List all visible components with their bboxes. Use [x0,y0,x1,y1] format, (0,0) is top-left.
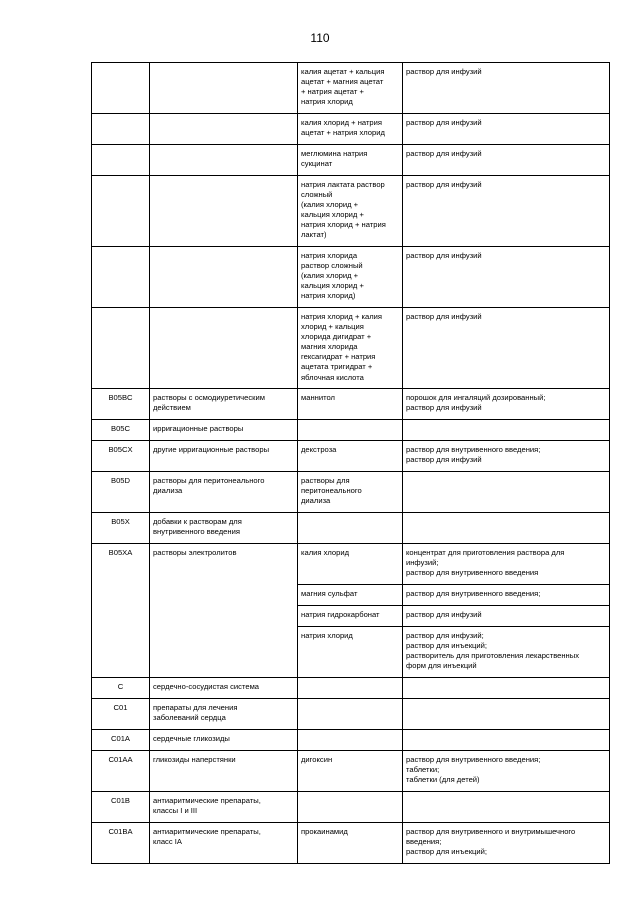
drug-name-cell [298,145,403,176]
dosage-form-cell [403,114,610,145]
dosage-form-cell [403,513,610,544]
atc-name-cell [150,513,298,544]
atc-name-cell [150,751,298,792]
dosage-form-line: раствор для внутривенного и внутримышечного [406,827,576,836]
drug-name-line: натрия хлорид + натрия [301,220,386,230]
atc-name-cell [150,441,298,472]
atc-name-line: антиаритмические препараты, [153,796,261,805]
drug-name-line: перитонеального [301,486,362,496]
atc-name-line: сердечные гликозиды [153,734,230,743]
page-number: 110 [310,31,330,45]
dosage-form-cell [403,308,610,389]
dosage-form-cell [403,792,610,823]
dosage-form-cell [403,730,610,751]
dosage-form-line: введения; [406,837,442,847]
drug-name-line: магния хлорида [301,342,358,352]
atc-code-cell: C01A [92,730,150,751]
atc-code-cell: B05X [92,513,150,544]
drug-name-line: ацетат + магния ацетат [301,77,384,87]
atc-name-cell [150,389,298,420]
atc-name-cell [150,247,298,308]
dosage-form-line: раствор для инъекций; [406,641,487,651]
atc-name-line: растворы для перитонеального [153,476,265,485]
table-row [92,544,610,585]
dosage-form-line: раствор для инфузий [406,149,482,158]
dosage-form-line: раствор для внутривенного введения [406,568,539,578]
atc-code-cell: C01AA [92,751,150,792]
drug-name-cell [298,751,403,792]
drug-name-cell [298,472,403,513]
drug-table-body [92,63,610,864]
drug-name-line: натрия хлорид + калия [301,312,382,321]
atc-name-cell [150,308,298,389]
drug-name-cell [298,389,403,420]
atc-name-line: сердечно-сосудистая система [153,682,260,691]
atc-name-line: действием [153,403,191,413]
table-row [92,63,610,114]
drug-name-line: ацетата тригидрат + [301,362,373,372]
atc-name-cell [150,145,298,176]
drug-name-cell [298,176,403,247]
atc-name-cell [150,823,298,864]
drug-name-cell [298,441,403,472]
atc-name-line: антиаритмические препараты, [153,827,261,836]
dosage-form-line: раствор для инфузий [406,610,482,619]
table-row [92,308,610,389]
atc-name-cell [150,176,298,247]
atc-code-cell [92,114,150,145]
drug-name-line: раствор сложный [301,261,363,271]
drug-name-cell [298,730,403,751]
dosage-form-line: раствор для инфузий [406,251,482,260]
drug-name-line: магния сульфат [301,589,358,598]
table-row [92,678,610,699]
drug-name-cell [298,63,403,114]
atc-name-line: растворы с осмодиуретическим [153,393,265,402]
atc-name-cell [150,792,298,823]
atc-name-line: другие ирригационные растворы [153,445,270,454]
drug-name-line: натрия лактата раствор [301,180,385,189]
atc-code-cell: C01BA [92,823,150,864]
atc-name-line: заболеваний сердца [153,713,226,723]
dosage-form-cell [403,627,610,678]
table-row [92,176,610,247]
atc-code-cell [92,308,150,389]
dosage-form-cell [403,585,610,606]
drug-name-cell [298,823,403,864]
dosage-form-cell [403,472,610,513]
drug-name-line: калия ацетат + кальция [301,67,385,76]
atc-name-line: добавки к растворам для [153,517,242,526]
table-row [92,472,610,513]
dosage-form-cell [403,145,610,176]
atc-name-cell [150,114,298,145]
drug-table [91,62,610,864]
dosage-form-line: раствор для внутривенного введения; [406,445,541,454]
table-row [92,247,610,308]
drug-name-cell [298,544,403,585]
atc-name-cell [150,678,298,699]
drug-name-line: кальция хлорид + [301,210,364,220]
dosage-form-cell [403,751,610,792]
dosage-form-cell [403,420,610,441]
atc-code-cell: B05C [92,420,150,441]
table-row [92,792,610,823]
drug-name-cell [298,585,403,606]
dosage-form-line: раствор для инфузий [406,403,482,413]
atc-name-cell [150,420,298,441]
drug-name-cell [298,606,403,627]
atc-name-cell [150,63,298,114]
dosage-form-line: раствор для инфузий [406,455,482,465]
drug-name-line: прокаинамид [301,827,348,836]
drug-name-line: меглюмина натрия [301,149,368,158]
drug-name-cell [298,513,403,544]
atc-name-cell [150,730,298,751]
dosage-form-line: раствор для инъекций; [406,847,487,857]
atc-code-cell: C [92,678,150,699]
table-row [92,751,610,792]
atc-code-cell: C01B [92,792,150,823]
dosage-form-line: раствор для инфузий [406,312,482,321]
drug-name-cell [298,420,403,441]
atc-name-line: препараты для лечения [153,703,238,712]
drug-name-line: калия хлорид + натрия [301,118,382,127]
drug-name-line: кальция хлорид + [301,281,364,291]
drug-name-cell [298,678,403,699]
drug-name-line: (калия хлорид + [301,271,359,281]
dosage-form-cell [403,389,610,420]
dosage-form-cell [403,441,610,472]
drug-name-line: натрия хлорид) [301,291,356,301]
table-row [92,114,610,145]
table-row [92,730,610,751]
dosage-form-line: таблетки; [406,765,440,775]
dosage-form-cell [403,699,610,730]
dosage-form-line: раствор для внутривенного введения; [406,589,541,598]
drug-name-line: натрия хлорида [301,251,358,260]
table-row [92,699,610,730]
drug-name-line: хлорида дигидрат + [301,332,372,342]
dosage-form-line: раствор для инфузий [406,118,482,127]
table-row [92,441,610,472]
drug-name-cell [298,792,403,823]
dosage-form-cell [403,678,610,699]
dosage-form-line: раствор для инфузий [406,67,482,76]
drug-name-line: сукцинат [301,159,333,169]
drug-name-line: натрия хлорид [301,97,353,107]
dosage-form-line: форм для инъекций [406,661,477,671]
atc-code-cell: B05CX [92,441,150,472]
drug-name-line: дигоксин [301,755,333,764]
drug-name-cell [298,114,403,145]
atc-code-cell: B05BC [92,389,150,420]
table-row [92,823,610,864]
atc-code-cell: C01 [92,699,150,730]
drug-name-line: декстроза [301,445,337,454]
dosage-form-line: раствор для инфузий; [406,631,484,640]
dosage-form-line: порошок для ингаляций дозированный; [406,393,546,402]
table-row [92,420,610,441]
atc-name-line: класс IA [153,837,182,847]
drug-name-line: диализа [301,496,331,506]
atc-code-cell: B05D [92,472,150,513]
atc-code-cell [92,145,150,176]
atc-code-cell: B05XA [92,544,150,678]
table-row [92,389,610,420]
dosage-form-cell [403,247,610,308]
dosage-form-line: раствор для инфузий [406,180,482,189]
atc-name-cell [150,699,298,730]
drug-name-line: натрия хлорид [301,631,353,640]
drug-name-line: натрия гидрокарбонат [301,610,380,619]
drug-name-line: калия хлорид [301,548,350,557]
atc-name-line: классы I и III [153,806,198,816]
drug-name-line: сложный [301,190,333,200]
atc-code-cell [92,63,150,114]
atc-name-cell [150,544,298,678]
atc-name-line: гликозиды наперстянки [153,755,236,764]
dosage-form-line: растворитель для приготовления лекарственных [406,651,580,661]
drug-name-line: хлорид + кальция [301,322,364,332]
dosage-form-cell [403,176,610,247]
dosage-form-line: инфузий; [406,558,439,568]
table-row [92,145,610,176]
atc-name-line: растворы электролитов [153,548,237,557]
drug-name-cell [298,308,403,389]
drug-name-line: + натрия ацетат + [301,87,364,97]
atc-name-line: диализа [153,486,183,496]
dosage-form-cell [403,63,610,114]
dosage-form-line: концентрат для приготовления раствора для [406,548,565,557]
drug-name-line: яблочная кислота [301,372,364,382]
drug-name-line: маннитол [301,393,335,402]
drug-name-line: растворы для [301,476,350,485]
atc-name-line: ирригационные растворы [153,424,244,433]
atc-code-cell [92,247,150,308]
drug-name-cell [298,627,403,678]
drug-name-cell [298,699,403,730]
drug-name-line: (калия хлорид + [301,200,359,210]
table-row [92,513,610,544]
atc-name-cell [150,472,298,513]
drug-name-cell [298,247,403,308]
dosage-form-cell [403,606,610,627]
dosage-form-line: раствор для внутривенного введения; [406,755,541,764]
dosage-form-line: таблетки (для детей) [406,775,480,785]
dosage-form-cell [403,544,610,585]
drug-name-line: ацетат + натрия хлорид [301,128,385,138]
dosage-form-cell [403,823,610,864]
atc-name-line: внутривенного введения [153,527,240,537]
atc-code-cell [92,176,150,247]
drug-name-line: гексагидрат + натрия [301,352,376,362]
drug-name-line: лактат) [301,230,327,240]
